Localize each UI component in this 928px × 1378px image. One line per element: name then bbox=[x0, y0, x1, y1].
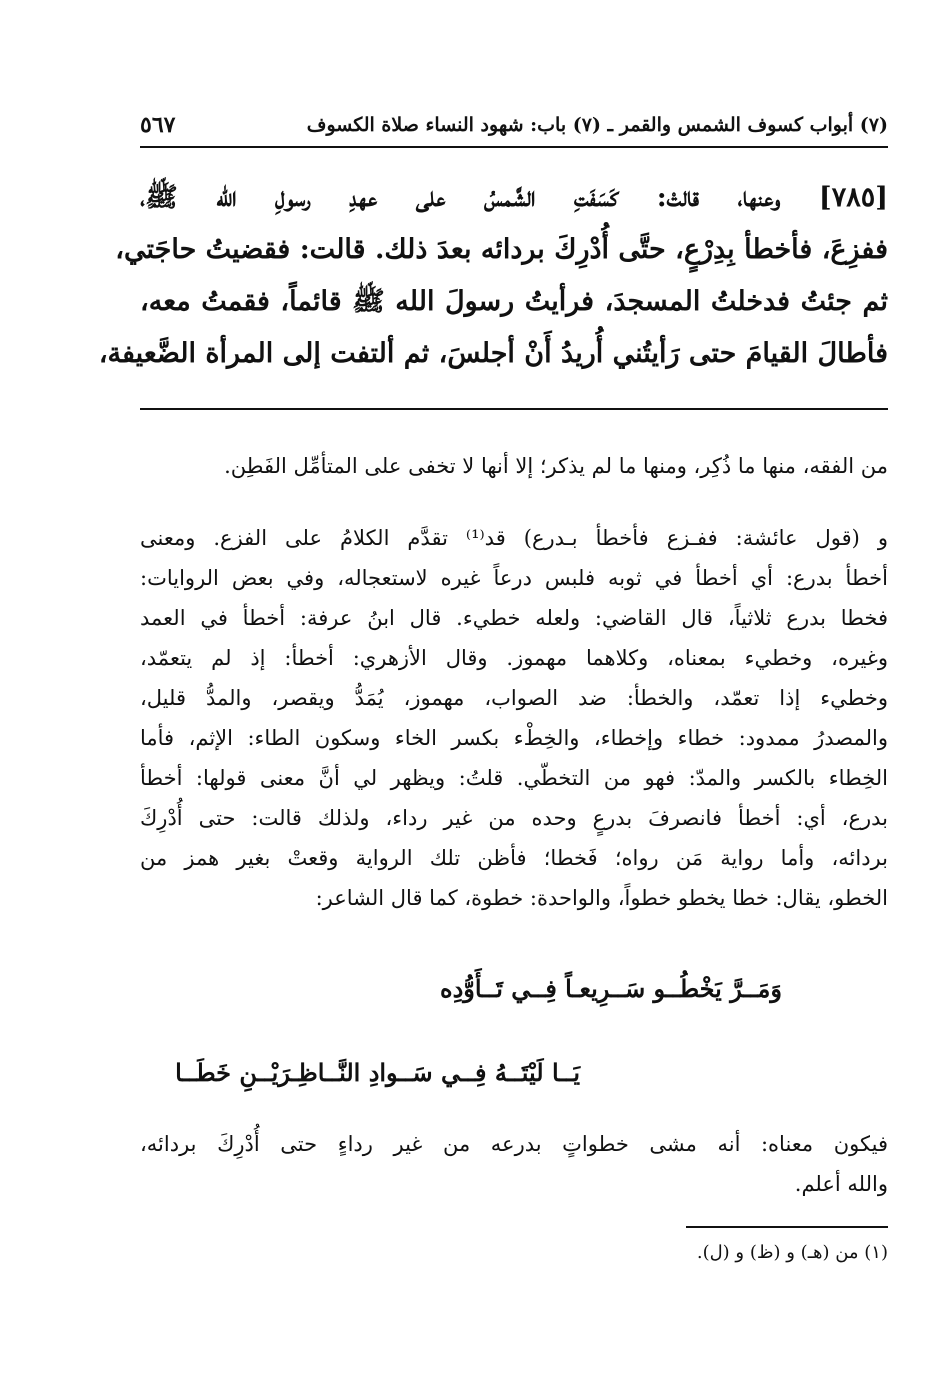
hadith-line: ففزِعَ، فأخطأ بِدِرْعٍ، حتَّى أُدْرِكَ بردائه بعدَ ذلك. قالت: فقضيتُ حاجَتي، bbox=[115, 234, 888, 265]
footnote: (١) من (هـ) و (ظ) و (ل). bbox=[696, 1242, 888, 1263]
commentary-line: و (قول عائشة: ففـزع فأخطأ بـدرع) قد⁽¹⁾ تقدَّم الكلامُ على الفزع. ومعنى bbox=[140, 526, 889, 550]
commentary-line: الخِطاء بالكسر والمدّ: فهو من التخطّي. قلتُ: ويظهر لي أنَّ معنى قولها: أخطأ bbox=[140, 766, 888, 790]
closing-line: والله أعلم. bbox=[794, 1172, 888, 1196]
running-header bbox=[140, 110, 888, 144]
commentary-line: بردائه، وأما رواية مَن رواه؛ فَخطا؛ فأظن تلك الرواية وقعتْ بغير همز من bbox=[140, 846, 888, 870]
commentary-text bbox=[140, 446, 888, 918]
footnote-rule bbox=[686, 1226, 888, 1228]
paragraph-gap bbox=[140, 486, 888, 518]
commentary-line: بدرع، أي: أخطأ فانصرفَ بدرعٍ وحده من غير رداء، ولذلك قالت: حتى أُدْرِكَ bbox=[140, 806, 888, 830]
hadith-line: فأطالَ القيامَ حتى رَأيتُني أُريدُ أَنْ أجلسَ، ثم ألتفت إلى المرأة الضَّعيفة، bbox=[98, 338, 888, 369]
section-divider bbox=[140, 408, 888, 410]
commentary-line: والمصدرُ ممدود: خطاء وإخطاء، والخِطْء بكسر الخاء وسكون الطاء: الإثم، فأما bbox=[140, 726, 888, 750]
hadith-text bbox=[98, 172, 888, 380]
commentary-line: وغيره، وخطيء بمعناه، وكلاهما مهموز. وقال الأزهري: أخطأ: إذ لم يتعمّد، bbox=[140, 646, 888, 670]
closing-line: فيكون معناه: أنه مشى خطواتٍ بدرعه من غير رداءٍ حتى أُدْرِكَ بردائه، bbox=[140, 1132, 888, 1156]
hadith-line: ثم جئتُ فدخلتُ المسجدَ، فرأيتُ رسولَ الله ﷺ قائماً، فقمتُ معه، bbox=[140, 286, 888, 317]
poetry-verse-second-hemistich: يَــا لَيْتَــهُ فِــي سَــوادِ النَّــاظِـرَيْــنِ خَطَــا bbox=[175, 1058, 580, 1087]
commentary-line: الخطو، يقال: خطا يخطو خطواً، والواحدة: خطوة، كما قال الشاعر: bbox=[315, 886, 888, 910]
chapter-title: (٧) أبواب كسوف الشمس والقمر ـ (٧) باب: شهود النساء صلاة الكسوف bbox=[306, 114, 888, 136]
commentary-line: وخطيء إذا تعمّد، والخطأ: ضد الصواب، مهموز، يُمَدُّ ويقصر، والمدُّ قليل، bbox=[140, 686, 888, 710]
header-rule bbox=[140, 146, 888, 148]
closing-paragraph bbox=[140, 1124, 888, 1204]
poetry-verse-first-hemistich: وَمَــرَّ يَخْطُــو سَــرِيعـاً فِــي تَــأَوُّدِه bbox=[440, 974, 782, 1003]
hadith-line: [٧٨٥] وعنها، قالتْ: كَسَفَتِ الشَّمسُ على عهدِ رسولِ الله ﷺ، bbox=[140, 182, 888, 213]
page-number: ٥٦٧ bbox=[140, 112, 176, 138]
commentary-line: فخطا بدرع ثلاثياً، قال القاضي: ولعله خطيء. قال ابنُ عرفة: أخطأ في العمد bbox=[140, 606, 888, 630]
commentary-intro: من الفقه، منها ما ذُكِر، ومنها ما لم يذكر؛ إلا أنها لا تخفى على المتأمِّل الفَطِن. bbox=[224, 454, 888, 478]
commentary-line: أخطأ بدرع: أي أخطأ في ثوبه فلبس درعاً غيره لاستعجاله، وفي بعض الروايات: bbox=[140, 566, 888, 590]
